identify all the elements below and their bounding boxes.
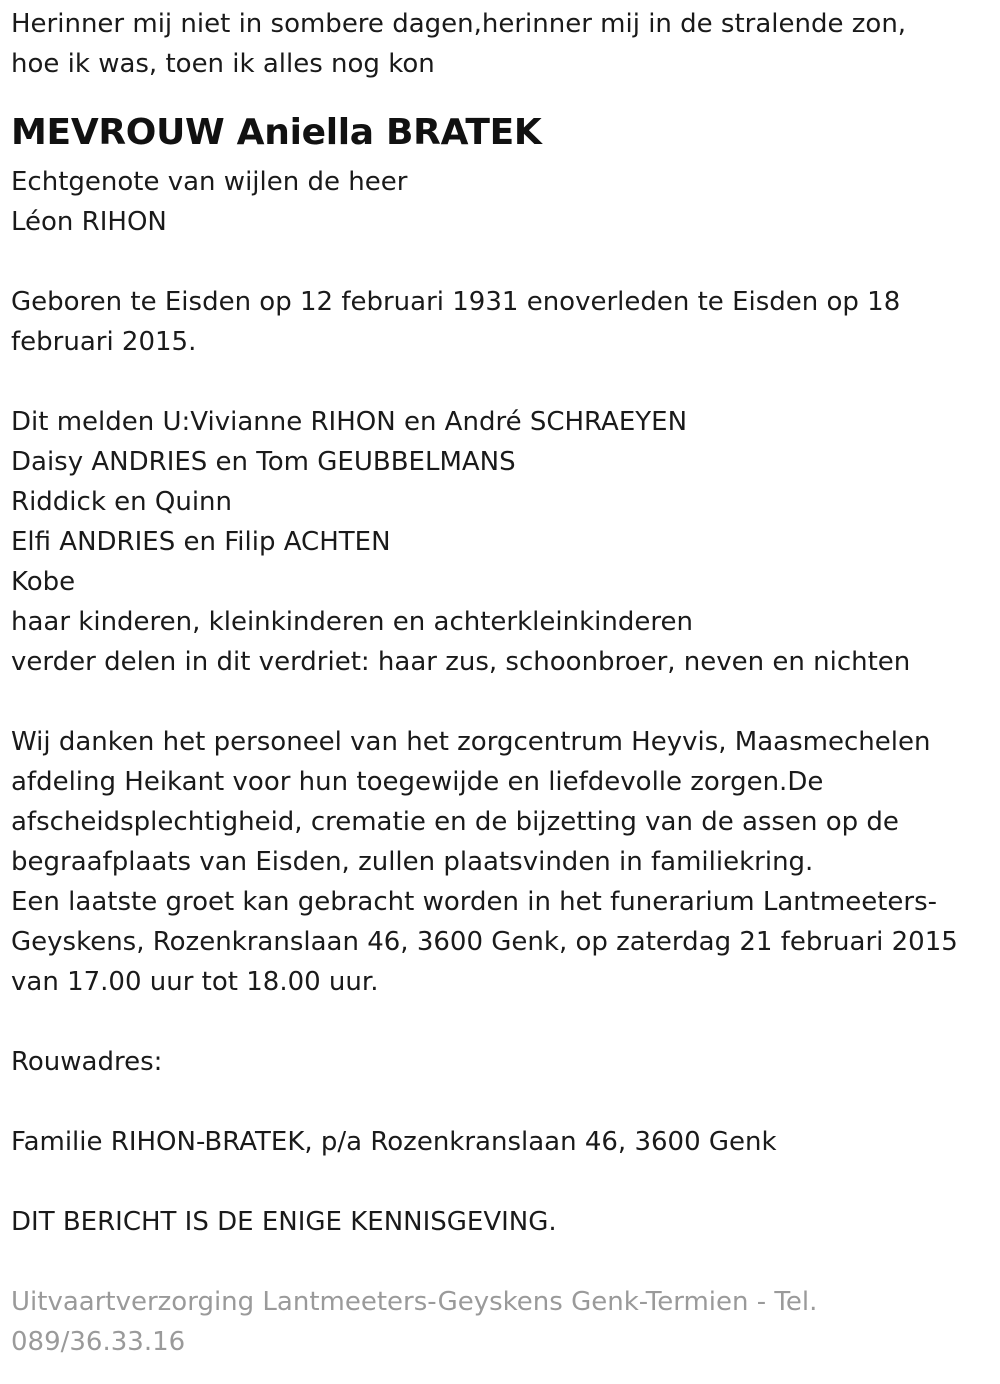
thanks-line: van 17.00 uur tot 18.00 uur. [11,967,379,997]
spouse-line: Léon RIHON [11,207,167,237]
thanks-line: Geyskens, Rozenkranslaan 46, 3600 Genk, op zaterdag 21 februari 2015 [11,927,958,957]
motto [11,4,989,84]
footer-line: 089/36.33.16 [11,1327,186,1357]
motto-line: hoe ik was, toen ik alles nog kon [11,49,435,79]
spacer [11,682,989,722]
deceased-name: MEVROUW Aniella BRATEK [11,112,542,153]
spacer [11,1162,989,1202]
spacer [11,362,989,402]
mourning-address: Familie RIHON-BRATEK, p/a Rozenkranslaan 46, 3600 Genk [11,1127,777,1157]
footer-line: Uitvaartverzorging Lantmeeters-Geyskens Genk-Termien - Tel. [11,1287,818,1317]
birth-death-line: februari 2015. [11,327,197,357]
family-line: Riddick en Quinn [11,487,232,517]
notice-statement: DIT BERICHT IS DE ENIGE KENNISGEVING. [11,1207,557,1237]
thanks-line: afdeling Heikant voor hun toegewijde en liefdevolle zorgen.De [11,767,824,797]
thanks-line: Een laatste groet kan gebracht worden in het funerarium Lantmeeters- [11,887,938,917]
family-line: verder delen in dit verdriet: haar zus, schoonbroer, neven en nichten [11,647,911,677]
birth-death-info [11,282,989,362]
family-line: Kobe [11,567,76,597]
family-line: haar kinderen, kleinkinderen en achterkleinkinderen [11,607,693,637]
family-line: Dit melden U:Vivianne RIHON en André SCHRAEYEN [11,407,688,437]
birth-death-line: Geboren te Eisden op 12 februari 1931 enoverleden te Eisden op 18 [11,287,901,317]
family-list [11,402,989,682]
family-line: Elfi ANDRIES en Filip ACHTEN [11,527,391,557]
spacer [11,242,989,282]
thanks-paragraph [11,722,989,1002]
motto-line: Herinner mij niet in sombere dagen,herinner mij in de stralende zon, [11,9,907,39]
funeral-home-footer [11,1282,989,1362]
address-label: Rouwadres: [11,1047,163,1077]
spouse-info [11,162,989,242]
family-line: Daisy ANDRIES en Tom GEUBBELMANS [11,447,516,477]
thanks-line: afscheidsplechtigheid, crematie en de bijzetting van de assen op de [11,807,899,837]
spacer [11,1002,989,1042]
thanks-line: begraafplaats van Eisden, zullen plaatsvinden in familiekring. [11,847,814,877]
spacer [11,1082,989,1122]
spacer [11,1242,989,1282]
spouse-line: Echtgenote van wijlen de heer [11,167,408,197]
thanks-line: Wij danken het personeel van het zorgcentrum Heyvis, Maasmechelen [11,727,931,757]
obituary-notice [11,4,989,1362]
